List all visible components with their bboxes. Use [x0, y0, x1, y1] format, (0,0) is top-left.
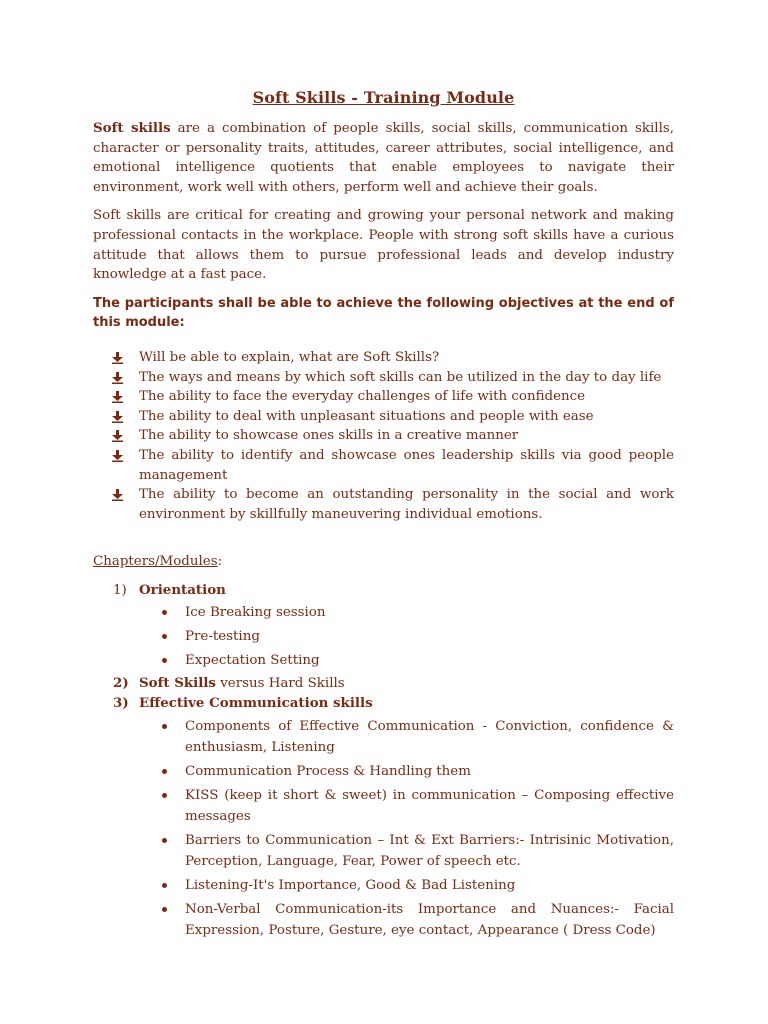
objective-item [112, 387, 674, 407]
module-title: Orientation [139, 581, 226, 598]
arrow-bullet-icon [112, 430, 123, 442]
objective-item [112, 426, 674, 446]
module-number: 2) [113, 675, 129, 692]
objective-text: The ability to face the everyday challenges of life with confidence [139, 389, 586, 405]
chapters-heading [93, 552, 674, 572]
objective-text: The ability to identify and showcase ones leadership skills via good people management [139, 447, 674, 483]
sub-item [139, 899, 674, 941]
module-subitems [139, 716, 674, 941]
sub-item-text: Barriers to Communication – Int & Ext Barriers:- Intrisinic Motivation, Perception, Language, Fear, Power of speech etc. [185, 832, 674, 869]
objective-text: The ability to showcase ones skills in a creative manner [139, 428, 519, 444]
sub-item [139, 716, 674, 758]
sub-item-text: Pre-testing [185, 629, 260, 645]
module-item [93, 674, 674, 694]
objective-item [112, 368, 674, 388]
sub-item [139, 602, 674, 623]
objective-text: The ability to become an outstanding personality in the social and work environment by skillfully maneuvering individual emotions. [139, 487, 674, 522]
arrow-bullet-icon [112, 372, 123, 384]
sub-item-text: Components of Effective Communication - Conviction, confidence & enthusiasm, Listening [185, 718, 674, 755]
sub-item [139, 626, 674, 647]
module-number: 3) [113, 695, 129, 712]
objective-text: The ways and means by which soft skills can be utilized in the day to day life [139, 369, 662, 385]
bullet-dot-icon [162, 658, 167, 663]
objective-text: The ability to deal with unpleasant situations and people with ease [139, 408, 594, 424]
document-title: Soft Skills - Training Module [252, 88, 515, 107]
sub-item-text: Expectation Setting [185, 653, 320, 669]
sub-item-text: Listening-It's Importance, Good & Bad Listening [185, 877, 516, 893]
sub-item [139, 785, 674, 827]
sub-item [139, 650, 674, 671]
bullet-dot-icon [162, 883, 167, 888]
objectives-heading: The participants shall be able to achieve the following objectives at the end of this module: [93, 295, 674, 331]
objective-text: Will be able to explain, what are Soft Skills? [139, 349, 440, 365]
bullet-dot-icon [162, 907, 167, 912]
arrow-bullet-icon [112, 450, 123, 462]
objective-item [112, 446, 674, 485]
chapters-heading-text: Chapters/Modules [93, 554, 218, 570]
intro-term: Soft skills [93, 120, 171, 136]
sub-item [139, 875, 674, 896]
arrow-bullet-icon [112, 352, 123, 364]
module-item [93, 694, 674, 941]
bullet-dot-icon [162, 610, 167, 615]
second-paragraph: Soft skills are critical for creating and growing your personal network and making professional contacts in the workplace. People with strong soft skills have a curious attitude that allows them to pursue professional leads and develop industry knowledge at a fast pace. [93, 208, 674, 283]
objective-item [112, 407, 674, 427]
module-number: 1) [113, 582, 127, 598]
modules-list [93, 581, 674, 941]
arrow-bullet-icon [112, 489, 123, 501]
objective-item [112, 485, 674, 524]
sub-item-text: KISS (keep it short & sweet) in communication – Composing effective messages [185, 787, 674, 824]
sub-item-text: Communication Process & Handling them [185, 763, 471, 779]
sub-item-text: Ice Breaking session [185, 605, 326, 621]
document-body [93, 88, 674, 944]
module-title-rest: versus Hard Skills [215, 676, 345, 692]
bullet-dot-icon [162, 838, 167, 843]
module-subitems [139, 602, 674, 671]
arrow-bullet-icon [112, 391, 123, 403]
arrow-bullet-icon [112, 411, 123, 423]
objective-item [112, 348, 674, 368]
module-item [93, 581, 674, 672]
objectives-list [93, 348, 674, 524]
intro-text: are a combination of people skills, social skills, communication skills, character or personality traits, attitudes, career attributes, social intelligence, and emotional intelligence quotients that enable employees to navigate their environment, work well with others, perform well and achieve their goals. [93, 121, 674, 195]
bullet-dot-icon [162, 793, 167, 798]
intro-paragraph [93, 119, 674, 197]
sub-item [139, 761, 674, 782]
module-title: Soft Skills [139, 675, 216, 692]
chapters-heading-colon: : [217, 554, 223, 570]
bullet-dot-icon [162, 769, 167, 774]
module-title: Effective Communication skills [139, 695, 373, 712]
sub-item-text: Non-Verbal Communication-its Importance and Nuances:- Facial Expression, Posture, Gesture, eye contact, Appearance ( Dress Code) [185, 901, 674, 938]
bullet-dot-icon [162, 634, 167, 639]
bullet-dot-icon [162, 724, 167, 729]
sub-item [139, 830, 674, 872]
